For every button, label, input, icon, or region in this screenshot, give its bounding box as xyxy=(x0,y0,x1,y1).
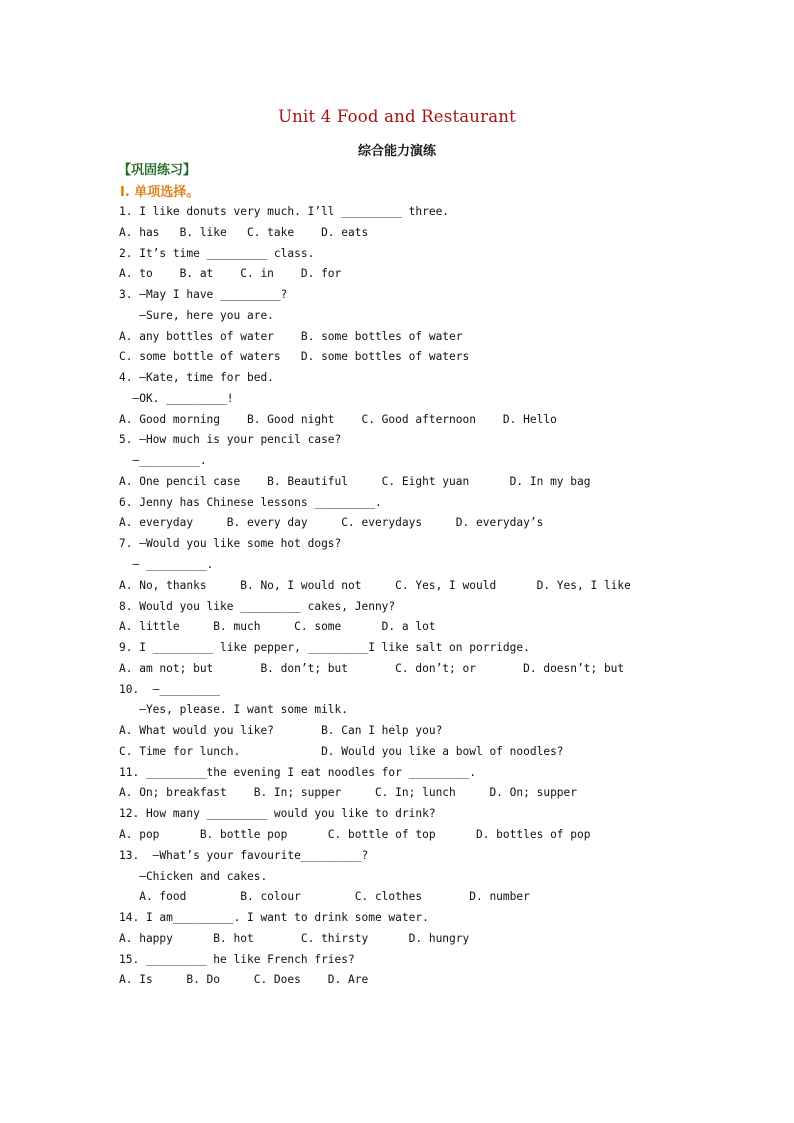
q3-stem: 3. —May I have _________? xyxy=(119,288,288,302)
q5-stem: 5. —How much is your pencil case? xyxy=(119,433,342,447)
q14-stem: 14. I am_________. I want to drink some water. xyxy=(119,911,429,925)
q15-options: A. Is B. Do C. Does D. Are xyxy=(119,973,369,987)
q2-options: A. to B. at C. in D. for xyxy=(119,267,342,281)
q10-stem: 10. —_________ xyxy=(119,682,221,696)
q4-reply: —OK. _________! xyxy=(119,391,234,405)
q7-options: A. No, thanks B. No, I would not C. Yes, I would D. Yes, I like xyxy=(119,578,631,592)
q13-stem: 13. —What’s your favourite_________? xyxy=(119,848,369,862)
q12-stem: 12. How many _________ would you like to drink? xyxy=(119,807,436,821)
q14-options: A. happy B. hot C. thirsty D. hungry xyxy=(119,931,470,945)
q3-reply: —Sure, here you are. xyxy=(119,308,274,322)
part-heading: I. 单项选择。 xyxy=(120,185,200,200)
q3-options-ab: A. any bottles of water B. some bottles of water xyxy=(119,329,463,343)
q9-stem: 9. I _________ like pepper, _________I like salt on porridge. xyxy=(119,641,530,655)
page-title: Unit 4 Food and Restaurant xyxy=(278,107,516,126)
q13-options: A. food B. colour C. clothes D. number xyxy=(119,890,530,904)
q6-options: A. everyday B. every day C. everydays D. everyday’s xyxy=(119,516,544,530)
q7-reply: — _________. xyxy=(119,558,214,572)
q1-options: A. has B. like C. take D. eats xyxy=(119,225,369,239)
page-subtitle: 综合能力演练 xyxy=(357,144,436,159)
q5-options: A. One pencil case B. Beautiful C. Eight yuan D. In my bag xyxy=(119,474,591,488)
q10-options-ab: A. What would you like? B. Can I help you? xyxy=(119,724,443,738)
q13-reply: —Chicken and cakes. xyxy=(119,869,268,883)
q10-options-cd: C. Time for lunch. D. Would you like a bowl of noodles? xyxy=(119,744,564,758)
q10-reply: —Yes, please. I want some milk. xyxy=(119,703,349,717)
section-heading: 【巩固练习】 xyxy=(118,163,197,178)
q11-options: A. On; breakfast B. In; supper C. In; lunch D. On; supper xyxy=(119,786,578,800)
q2-stem: 2. It’s time _________ class. xyxy=(119,246,315,260)
q9-options: A. am not; but B. don’t; but C. don’t; or D. doesn’t; but xyxy=(119,661,625,675)
q8-options: A. little B. much C. some D. a lot xyxy=(119,620,436,634)
q3-options-cd: C. some bottle of waters D. some bottles of waters xyxy=(119,350,470,364)
q15-stem: 15. _________ he like French fries? xyxy=(119,952,355,966)
q4-options: A. Good morning B. Good night C. Good afternoon D. Hello xyxy=(119,412,557,426)
question-list xyxy=(119,202,759,991)
q4-stem: 4. —Kate, time for bed. xyxy=(119,371,274,385)
q12-options: A. pop B. bottle pop C. bottle of top D. bottles of pop xyxy=(119,827,591,841)
q6-stem: 6. Jenny has Chinese lessons _________. xyxy=(119,495,382,509)
q1-stem: 1. I like donuts very much. I’ll _________ three. xyxy=(119,205,450,218)
q11-stem: 11. _________the evening I eat noodles for _________. xyxy=(119,765,476,779)
q8-stem: 8. Would you like _________ cakes, Jenny? xyxy=(119,599,396,613)
q7-stem: 7. —Would you like some hot dogs? xyxy=(119,537,342,551)
q5-reply: —_________. xyxy=(119,454,207,468)
